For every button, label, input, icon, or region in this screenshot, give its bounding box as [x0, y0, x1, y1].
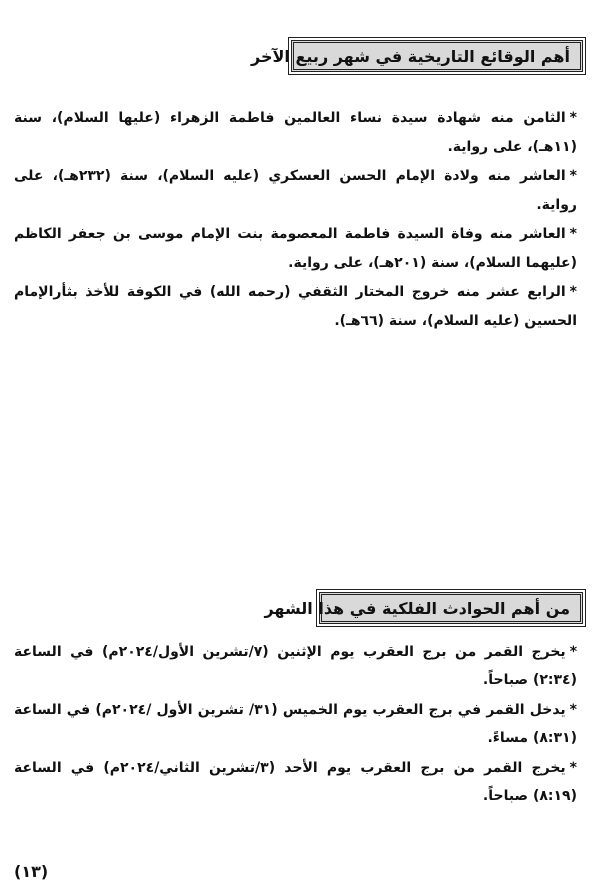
bullet-star: *: [569, 284, 577, 300]
bullet-star: *: [569, 644, 578, 660]
page-number: (١٣): [14, 862, 49, 881]
item-text: يدخل القمر في برج العقرب يوم الخميس (٣١/ تشرين الأول /٢٠٢٤م) في الساعة (٨:٣١) مساءً.: [14, 702, 577, 746]
item-text: يخرج القمر من برج العقرب يوم الإثنين (٧/تشرين الأول/٢٠٢٤م) في الساعة (٢:٣٤) صباحاً.: [14, 644, 577, 688]
list-item: [14, 162, 577, 220]
item-text: يخرج القمر من برج العقرب يوم الأحد (٣/تشرين الثاني/٢٠٢٤م) في الساعة (٨:١٩) صباحاً.: [14, 760, 577, 804]
astronomical-events-list: [14, 638, 577, 812]
list-item: [14, 754, 577, 810]
item-text: الرابع عشر منه خروج المختار الثقفي (رحمه الله) في الكوفة للأخذ بثأرالإمام الحسين (عليه السلام)، سنة (٦٦هـ).: [14, 284, 577, 329]
bullet-star: *: [569, 760, 577, 776]
item-text: العاشر منه ولادة الإمام الحسن العسكري (عليه السلام)، سنة (٢٣٢هـ)، على رواية.: [14, 168, 577, 213]
section-title-astronomical-events: من أهم الحوادث الفلكية في هذا الشهر: [319, 592, 583, 624]
item-text: العاشر منه وفاة السيدة فاطمة المعصومة بنت الإمام موسى بن جعفر الكاظم (عليهما السلام)، سنة (٢٠١هـ)، على رواية.: [14, 226, 577, 271]
bullet-star: *: [569, 110, 577, 126]
list-item: [14, 696, 577, 752]
list-item: [14, 220, 577, 278]
list-item: [14, 638, 577, 694]
bullet-star: *: [569, 226, 577, 242]
section-title-historical-events: أهم الوقائع التاريخية في شهر ربيع الآخر: [291, 40, 583, 72]
bullet-star: *: [569, 702, 577, 718]
item-text: الثامن منه شهادة سيدة نساء العالمين فاطمة الزهراء (عليها السلام)، سنة (١١هـ)، على رواية.: [14, 110, 577, 155]
bullet-star: *: [569, 168, 577, 184]
historical-events-list: [14, 104, 577, 336]
list-item: [14, 104, 577, 162]
list-item: [14, 278, 577, 336]
